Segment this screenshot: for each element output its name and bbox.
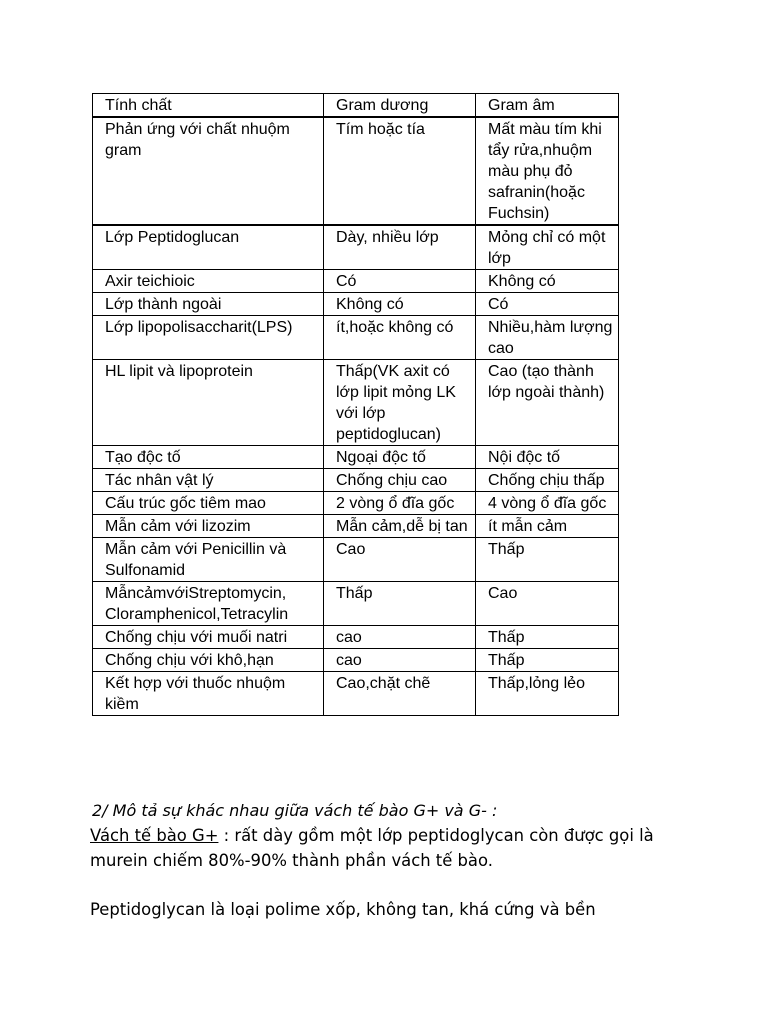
table-cell-gram-positive: Cao,chặt chẽ — [324, 672, 476, 716]
table-cell-gram-negative: Cao — [476, 582, 619, 626]
table-cell-gram-positive: Chống chịu cao — [324, 469, 476, 492]
table-row — [93, 515, 619, 538]
table-cell-property: MẫncảmvớiStreptomycin, Cloramphenicol,Tetracylin — [93, 582, 324, 626]
table-row — [93, 225, 619, 270]
comparison-table — [92, 93, 619, 716]
table-cell-property: Lớp Peptidoglucan — [93, 225, 324, 270]
table-cell-gram-positive: cao — [324, 649, 476, 672]
table-cell-gram-positive: ít,hoặc không có — [324, 316, 476, 360]
table-row — [93, 316, 619, 360]
table-cell-property: Chống chịu với muối natri — [93, 626, 324, 649]
table-cell-gram-negative: 4 vòng ổ đĩa gốc — [476, 492, 619, 515]
table-row — [93, 538, 619, 582]
table-cell-property: HL lipit và lipoprotein — [93, 360, 324, 446]
paragraph-peptidoglycan: Peptidoglycan là loại polime xốp, không tan, khá cứng và bền — [90, 900, 596, 919]
table-cell-property: Chống chịu với khô,hạn — [93, 649, 324, 672]
section-heading: 2/ Mô tả sự khác nhau giữa vách tế bào G+ và G- : — [92, 801, 498, 820]
table-cell-gram-negative: ít mẫn cảm — [476, 515, 619, 538]
table-row — [93, 582, 619, 626]
term-label: Vách tế bào G+ — [90, 826, 219, 845]
table-cell-gram-negative: Mỏng chỉ có một lớp — [476, 225, 619, 270]
table-cell-property: Tạo độc tố — [93, 446, 324, 469]
paragraph-cell-wall-gplus — [90, 823, 700, 873]
comparison-table-body — [93, 94, 619, 716]
table-cell-property: Cấu trúc gốc tiêm mao — [93, 492, 324, 515]
header-cell-property: Tính chất — [93, 94, 324, 118]
table-cell-gram-positive: Cao — [324, 538, 476, 582]
table-cell-gram-negative: Không có — [476, 270, 619, 293]
table-cell-gram-negative: Cao (tạo thành lớp ngoài thành) — [476, 360, 619, 446]
table-row — [93, 626, 619, 649]
table-row — [93, 293, 619, 316]
table-cell-property: Phản ứng với chất nhuộm gram — [93, 117, 324, 225]
table-cell-gram-positive: Mẫn cảm,dễ bị tan — [324, 515, 476, 538]
table-cell-property: Mẫn cảm với Penicillin và Sulfonamid — [93, 538, 324, 582]
table-cell-gram-negative: Thấp,lỏng lẻo — [476, 672, 619, 716]
table-row — [93, 360, 619, 446]
table-cell-property: Lớp lipopolisaccharit(LPS) — [93, 316, 324, 360]
table-cell-gram-positive: cao — [324, 626, 476, 649]
table-cell-gram-negative: Thấp — [476, 649, 619, 672]
table-cell-gram-negative: Mất màu tím khi tẩy rửa,nhuộm màu phụ đỏ safranin(hoặc Fuchsin) — [476, 117, 619, 225]
table-cell-gram-negative: Thấp — [476, 626, 619, 649]
table-row — [93, 492, 619, 515]
table-cell-property: Axir teichioic — [93, 270, 324, 293]
table-cell-gram-positive: Thấp — [324, 582, 476, 626]
table-cell-gram-positive: Có — [324, 270, 476, 293]
table-cell-gram-positive: Thấp(VK axit có lớp lipit mỏng LK với lớp peptidoglucan) — [324, 360, 476, 446]
table-cell-gram-negative: Thấp — [476, 538, 619, 582]
table-cell-property: Kết hợp với thuốc nhuộm kiềm — [93, 672, 324, 716]
table-row — [93, 672, 619, 716]
table-row — [93, 270, 619, 293]
table-cell-gram-positive: Ngoại độc tố — [324, 446, 476, 469]
table-cell-gram-positive: Dày, nhiều lớp — [324, 225, 476, 270]
table-row — [93, 649, 619, 672]
table-cell-gram-positive: Tím hoặc tía — [324, 117, 476, 225]
table-row — [93, 117, 619, 225]
table-cell-gram-negative: Nhiều,hàm lượng cao — [476, 316, 619, 360]
table-cell-gram-negative: Chống chịu thấp — [476, 469, 619, 492]
table-cell-gram-negative: Nội độc tố — [476, 446, 619, 469]
table-cell-gram-negative: Có — [476, 293, 619, 316]
table-cell-property: Lớp thành ngoài — [93, 293, 324, 316]
header-cell-gram-negative: Gram âm — [476, 94, 619, 118]
paragraph-text: : rất dày gồm một lớp peptidoglycan còn được gọi là murein chiếm 80%-90% thành phần vách tế bào. — [90, 826, 654, 870]
table-row — [93, 446, 619, 469]
table-cell-property: Mẫn cảm với lizozim — [93, 515, 324, 538]
table-cell-gram-positive: 2 vòng ổ đĩa gốc — [324, 492, 476, 515]
table-header-row — [93, 94, 619, 118]
table-row — [93, 469, 619, 492]
header-cell-gram-positive: Gram dương — [324, 94, 476, 118]
table-cell-property: Tác nhân vật lý — [93, 469, 324, 492]
table-cell-gram-positive: Không có — [324, 293, 476, 316]
